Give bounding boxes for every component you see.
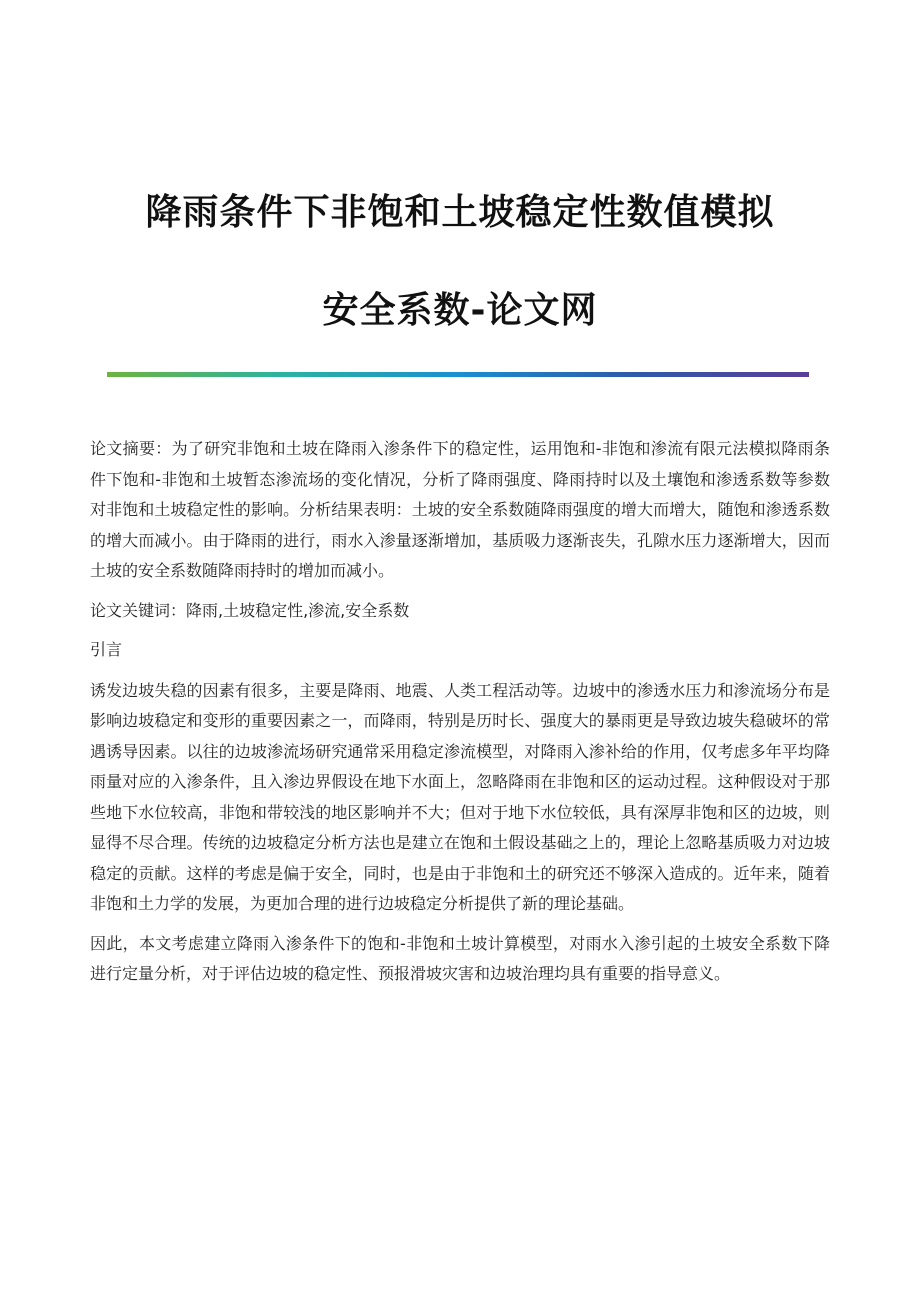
keywords-line: 论文关键词：降雨,土坡稳定性,渗流,安全系数 [90,600,410,620]
abstract-paragraph: 论文摘要：为了研究非饱和土坡在降雨入渗条件下的稳定性，运用饱和-非饱和渗流有限元法模拟降雨条件下饱和-非饱和土坡暂态渗流场的变化情况，分析了降雨强度、降雨持时以及土壤饱和渗透系数等参数对非饱和土坡稳定性的影响。分析结果表明：土坡的安全系数随降雨强度的增大而增大，随饱和渗透系数的增大而减小。由于降雨的进行，雨水入渗量逐渐增加，基质吸力逐渐丧失，孔隙水压力逐渐增大，因而土坡的安全系数随降雨持时的增加而减小。 [90,439,830,580]
body-paragraph: 因此，本文考虑建立降雨入渗条件下的饱和-非饱和土坡计算模型，对雨水入渗引起的土坡安全系数下降进行定量分析，对于评估边坡的稳定性、预报滑坡灾害和边坡治理均具有重要的指导意义。 [90,933,830,983]
title-divider [107,372,809,377]
document-body [90,434,830,999]
section-heading-introduction: 引言 [90,640,123,659]
document-title-line-2: 安全系数-论文网 [322,290,598,331]
document-title-line-1: 降雨条件下非饱和土坡稳定性数值模拟 [145,192,775,233]
body-paragraph: 诱发边坡失稳的因素有很多，主要是降雨、地震、人类工程活动等。边坡中的渗透水压力和渗流场分布是影响边坡稳定和变形的重要因素之一，而降雨，特别是历时长、强度大的暴雨更是导致边坡失稳破坏的常遇诱导因素。以往的边坡渗流场研究通常采用稳定渗流模型，对降雨入渗补给的作用，仅考虑多年平均降雨量对应的入渗条件，且入渗边界假设在地下水面上，忽略降雨在非饱和区的运动过程。这种假设对于那些地下水位较高，非饱和带较浅的地区影响并不大；但对于地下水位较低，具有深厚非饱和区的边坡，则显得不尽合理。传统的边坡稳定分析方法也是建立在饱和土假设基础之上的，理论上忽略基质吸力对边坡稳定的贡献。这样的考虑是偏于安全，同时，也是由于非饱和土的研究还不够深入造成的。近年来，随着非饱和土力学的发展，为更加合理的进行边坡稳定分析提供了新的理论基础。 [90,680,830,913]
